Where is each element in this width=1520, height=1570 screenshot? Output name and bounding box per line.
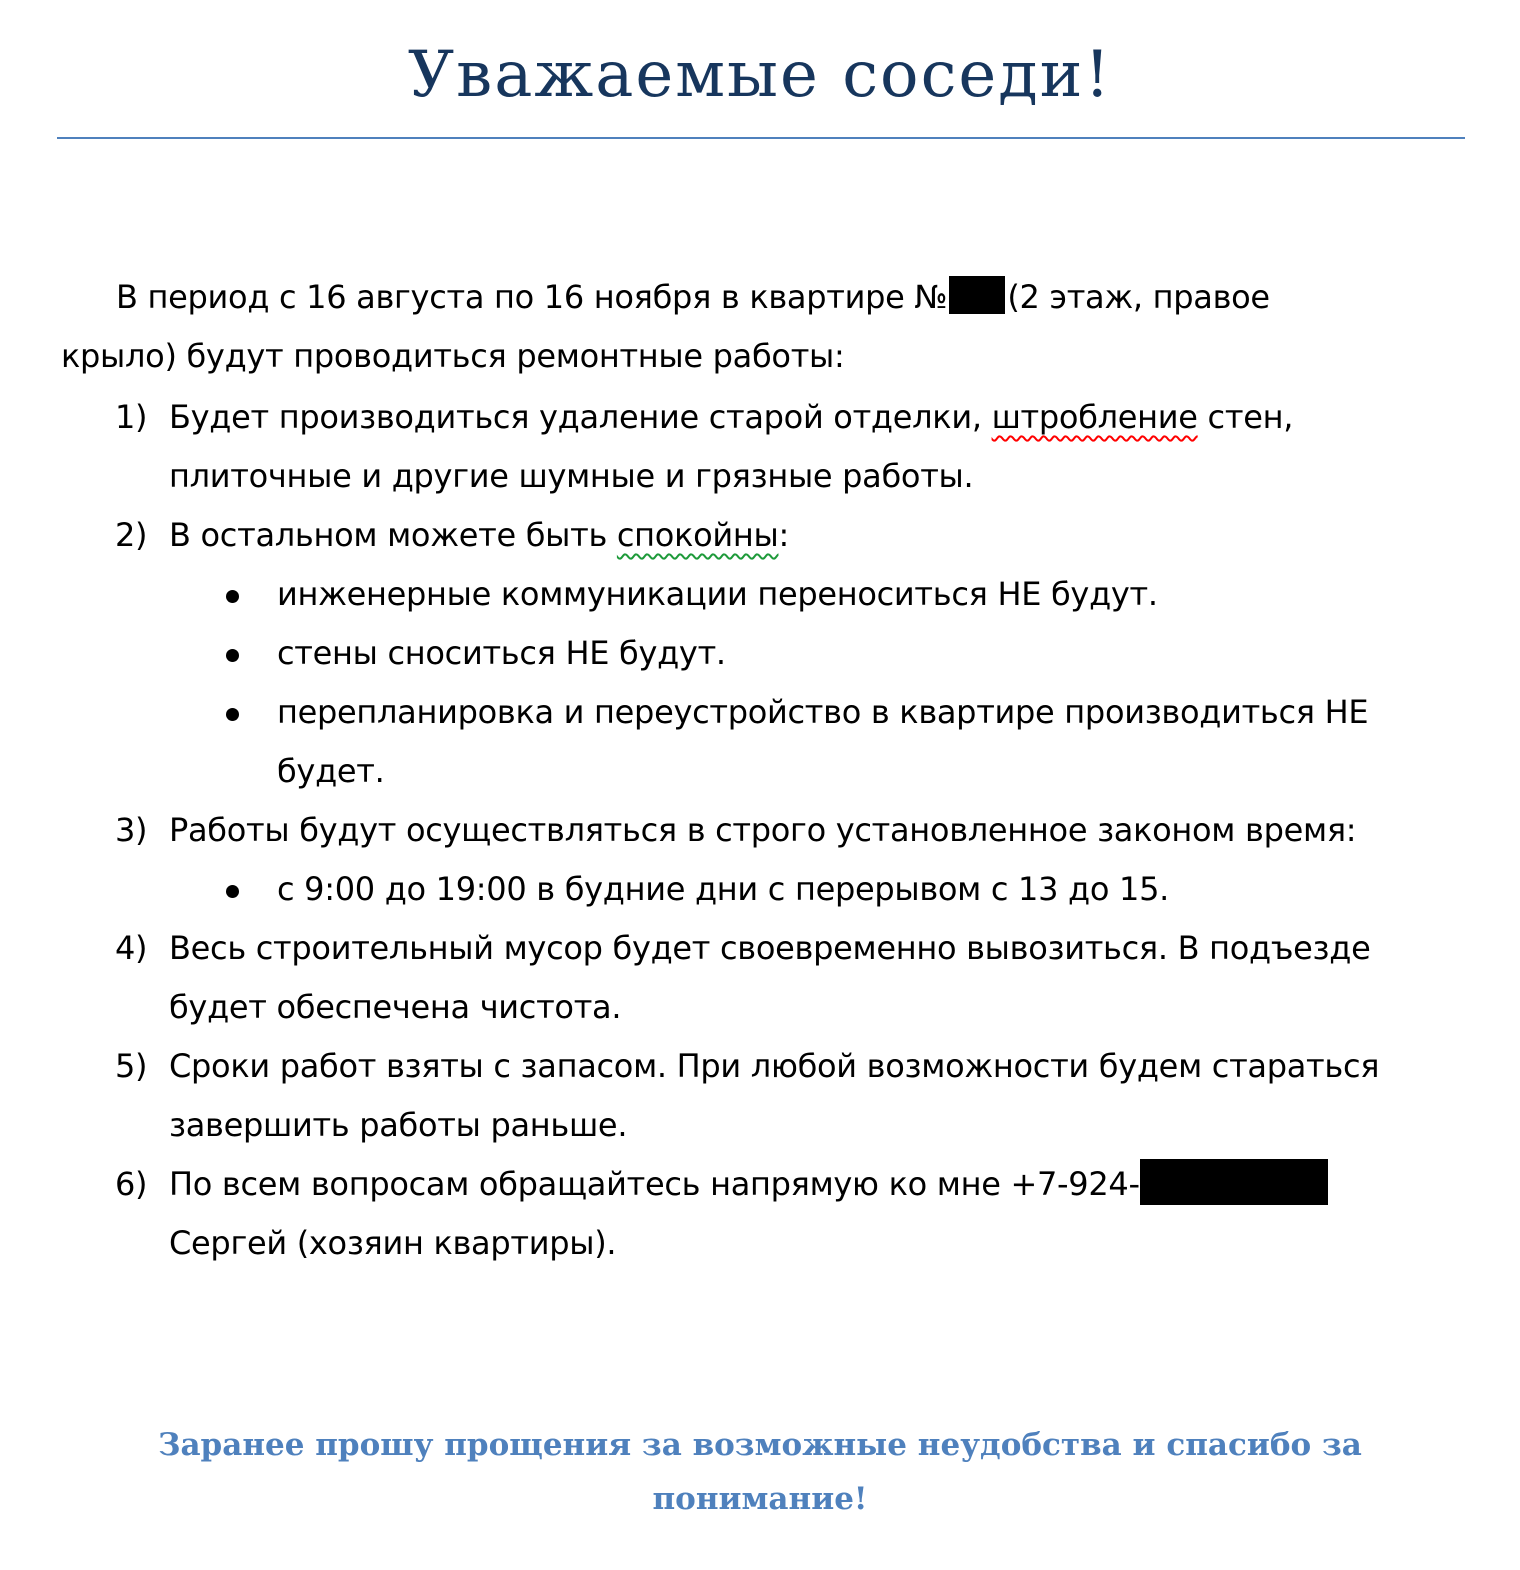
intro-line-2: крыло) будут проводиться ремонтные работы:	[61, 337, 845, 375]
intro-paragraph	[61, 268, 1481, 386]
list-item-3-number: 3)	[115, 811, 148, 849]
list-item-4-text: Весь строительный мусор будет своевременно вывозиться. В подъезде	[169, 929, 1371, 967]
spellcheck-word: штробление	[991, 398, 1198, 436]
list-item-5-number: 5)	[115, 1047, 148, 1085]
bullet-item-continuation: будет.	[277, 752, 385, 790]
list-item-5-continuation: завершить работы раньше.	[169, 1106, 628, 1144]
list-item-6-continuation: Сергей (хозяин квартиры).	[169, 1224, 617, 1262]
title-divider	[57, 137, 1465, 139]
list-item-3	[0, 801, 1520, 860]
list-item-2-number: 2)	[115, 516, 148, 554]
list-item-1-continuation: плиточные и другие шумные и грязные работы.	[169, 457, 974, 495]
closing-message	[0, 1418, 1520, 1526]
list-item-6-text	[169, 1155, 1328, 1214]
list-item-5-text: Сроки работ взяты с запасом. При любой возможности будем стараться	[169, 1047, 1380, 1085]
bullet-item: с 9:00 до 19:00 в будние дни с перерывом с 13 до 15.	[0, 860, 1520, 919]
phone-prefix: По всем вопросам обращайтесь напрямую ко мне +7-924-	[169, 1165, 1140, 1203]
list-item-2	[0, 506, 1520, 565]
closing-line-2: понимание!	[652, 1481, 868, 1517]
list-item-6	[0, 1155, 1520, 1214]
list-item-1-number: 1)	[115, 398, 148, 436]
phone-number-redaction	[1140, 1159, 1328, 1205]
bullet-icon	[226, 708, 239, 721]
grammar-check-word: спокойны	[616, 516, 779, 554]
announcement-list	[0, 388, 1520, 1273]
bullet-icon	[226, 590, 239, 603]
apartment-number-redaction	[949, 276, 1005, 314]
list-item-5	[0, 1037, 1520, 1096]
list-item-1-text: Будет производиться удаление старой отделки, штробление стен,	[169, 398, 1294, 436]
list-item-3-text: Работы будут осуществляться в строго установленное законом время:	[169, 811, 1357, 849]
page-title: Уважаемые соседи!	[407, 38, 1113, 112]
list-item-1	[0, 388, 1520, 447]
intro-text-after: (2 этаж, правое	[1007, 278, 1270, 316]
list-item-2-text: В остальном можете быть спокойны:	[169, 516, 789, 554]
list-item-4-continuation: будет обеспечена чистота.	[169, 988, 622, 1026]
closing-line-1: Заранее прошу прощения за возможные неудобства и спасибо за	[158, 1427, 1362, 1463]
bullet-item: инженерные коммуникации переноситься НЕ будут.	[0, 565, 1520, 624]
list-item-4	[0, 919, 1520, 978]
intro-line-1	[61, 268, 1481, 327]
list-item-4-number: 4)	[115, 929, 148, 967]
bullet-icon	[226, 649, 239, 662]
intro-text-before: В период с 16 августа по 16 ноября в квартире №	[116, 278, 948, 316]
bullet-icon	[226, 885, 239, 898]
list-item-6-number: 6)	[115, 1165, 148, 1203]
bullet-item: стены сноситься НЕ будут.	[0, 624, 1520, 683]
bullet-item: перепланировка и переустройство в квартире производиться НЕ	[0, 683, 1520, 742]
